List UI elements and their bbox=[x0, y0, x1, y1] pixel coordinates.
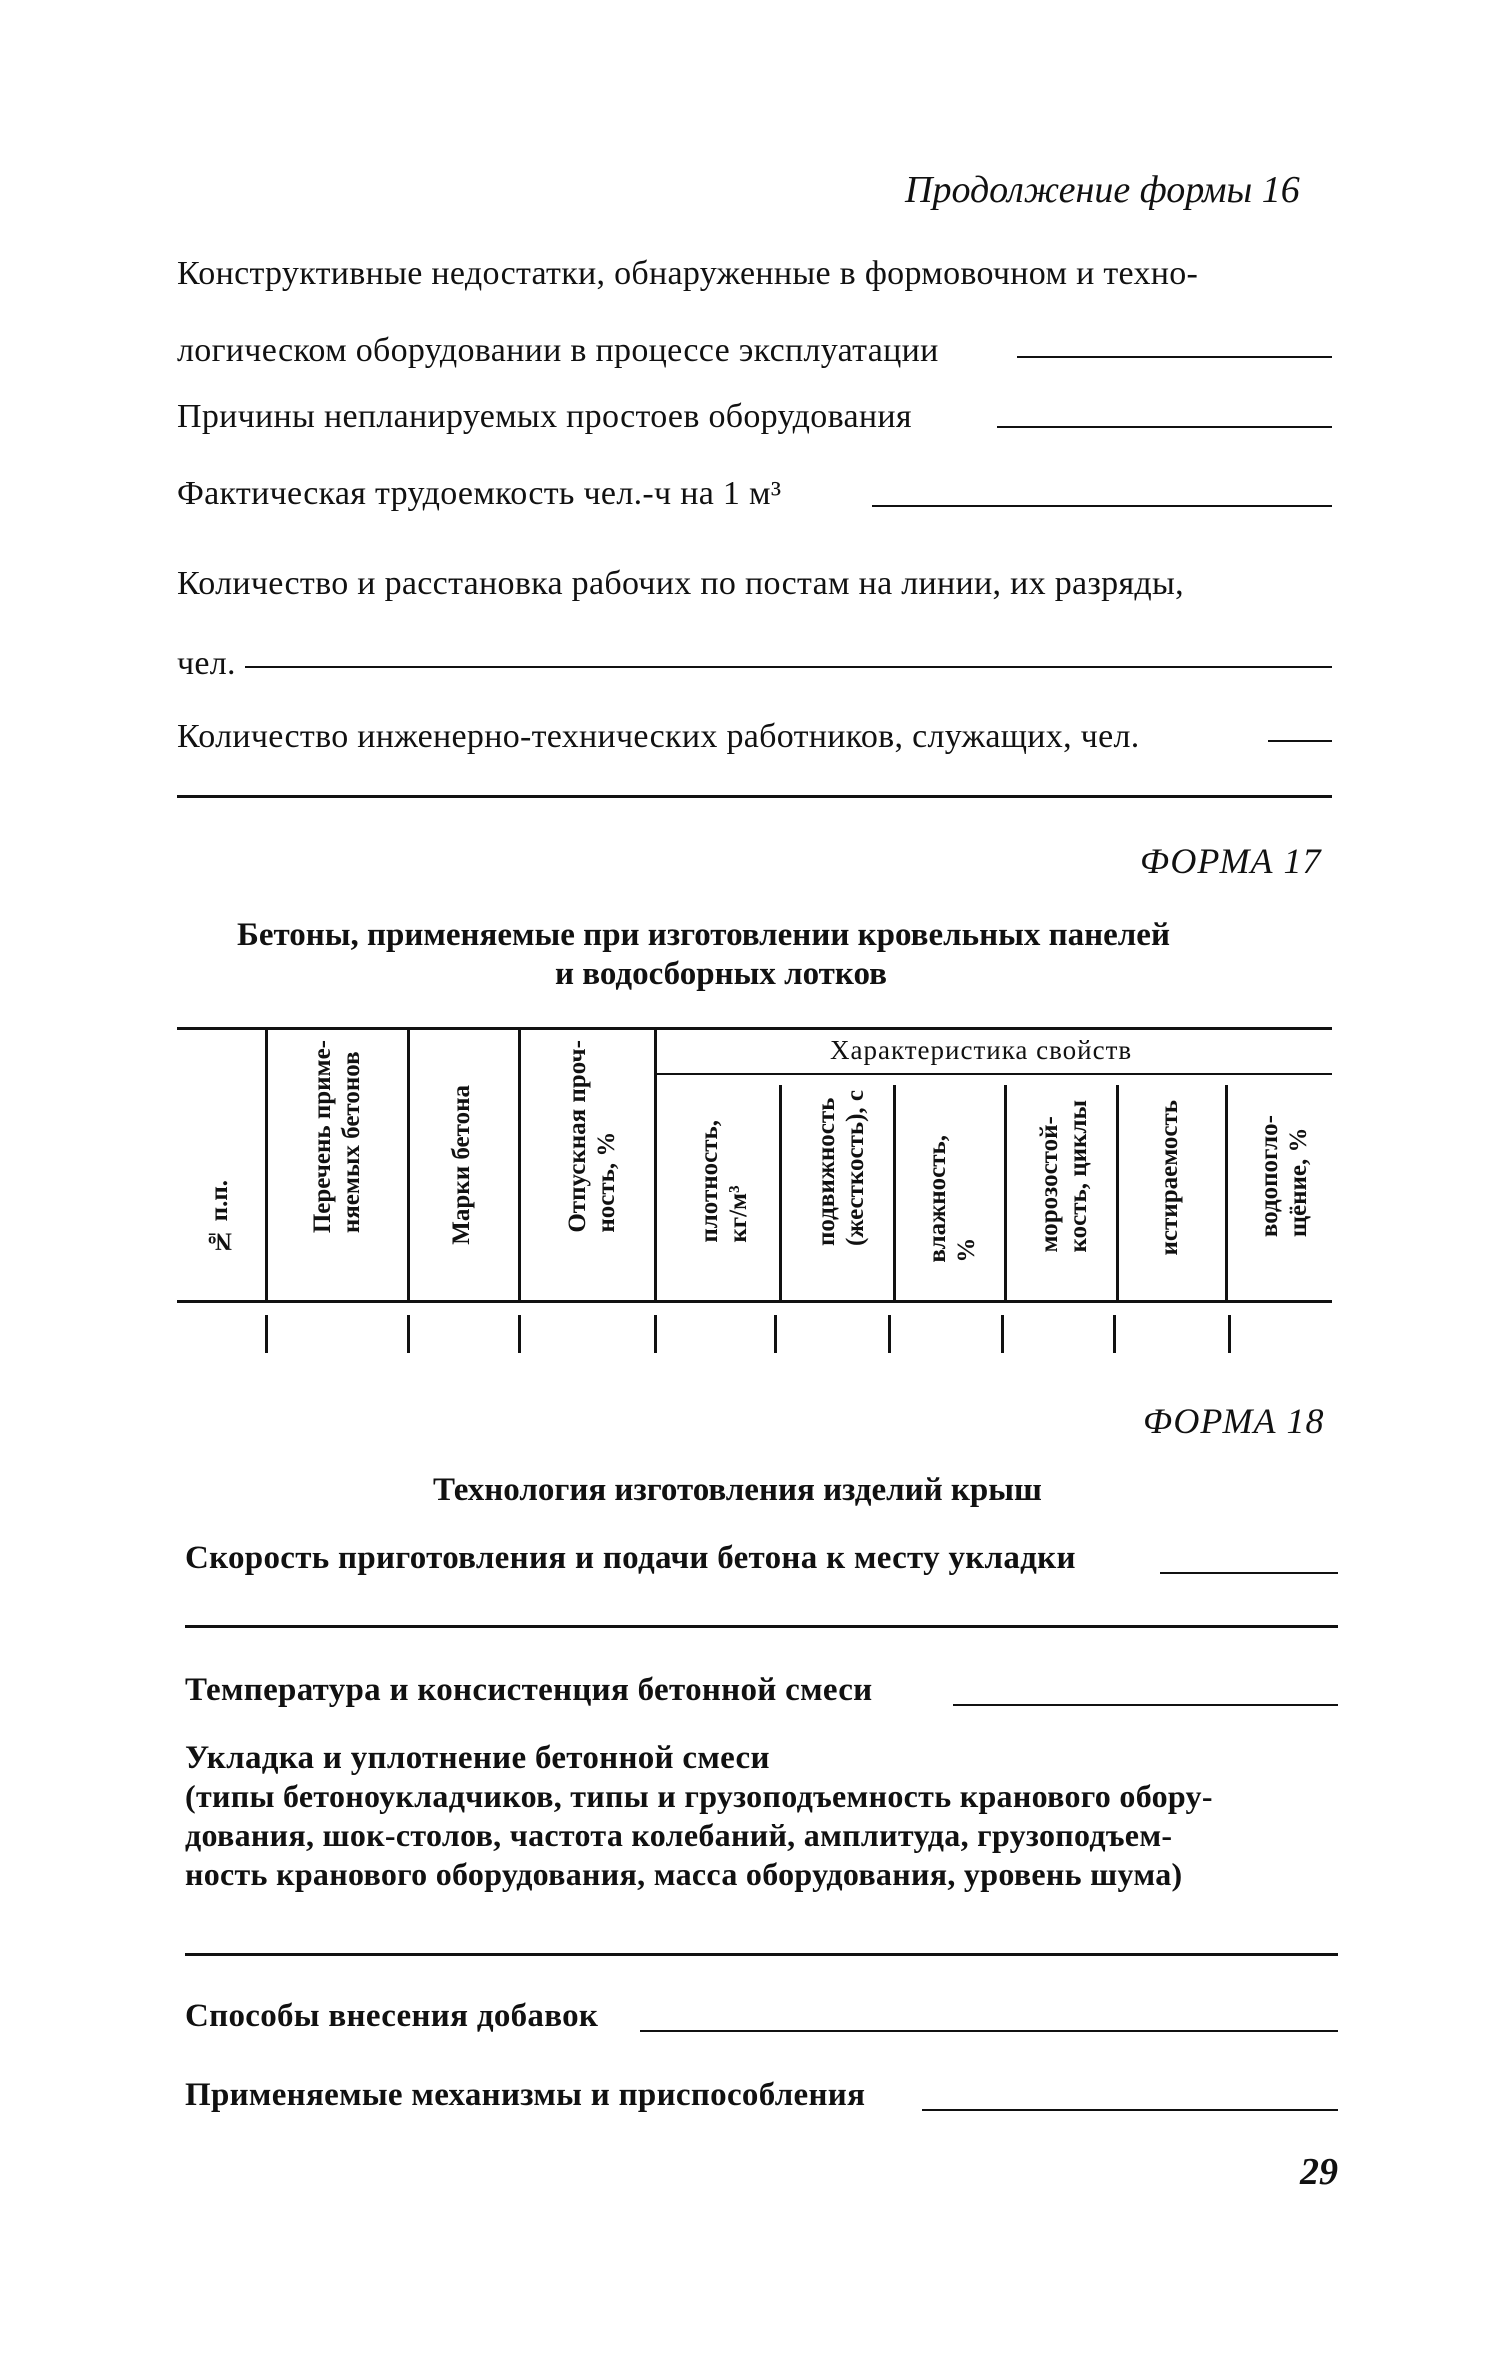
form16-line-3-blank bbox=[997, 426, 1332, 428]
col-divider bbox=[1004, 1085, 1007, 1300]
form16-line-6-blank bbox=[245, 666, 1332, 668]
col-header-concrete-list: Перечень приме- няемых бетонов bbox=[309, 1040, 365, 1234]
col-divider bbox=[265, 1030, 268, 1300]
form18-line-6: ность кранового оборудования, масса оборудования, уровень шума) bbox=[185, 1856, 1183, 1892]
form18-line-2-blank bbox=[953, 1704, 1338, 1706]
col-header-water-absorption: водопогло- щёние, % bbox=[1256, 1115, 1312, 1238]
form16-line-6: чел. bbox=[177, 645, 236, 682]
body-divider bbox=[265, 1315, 268, 1353]
form16-line-4: Фактическая трудоемкость чел.-ч на 1 м³ bbox=[177, 475, 782, 512]
form18-line-3: Укладка и уплотнение бетонной смеси bbox=[185, 1740, 770, 1776]
col-header-grade: Марки бетона bbox=[448, 1085, 475, 1245]
col-header-abrasion: истираемость bbox=[1156, 1100, 1183, 1256]
form17-label: ФОРМА 17 bbox=[1140, 841, 1322, 881]
form16-line-4-blank bbox=[872, 505, 1332, 507]
form16-end-rule bbox=[177, 795, 1332, 798]
table-top-rule bbox=[177, 1027, 1332, 1030]
form16-line-2-blank bbox=[1017, 356, 1332, 358]
body-divider bbox=[407, 1315, 410, 1353]
col-header-density: плотность, кг/м³ bbox=[696, 1120, 752, 1243]
form18-line-7-blank bbox=[640, 2030, 1338, 2032]
form18-title: Технология изготовления изделий крыш bbox=[433, 1472, 1042, 1508]
col-header-frost-resistance: морозостой- кость, циклы bbox=[1036, 1100, 1092, 1253]
form18-rule-2 bbox=[185, 1953, 1338, 1956]
body-divider bbox=[774, 1315, 777, 1353]
body-divider bbox=[1001, 1315, 1004, 1353]
body-divider bbox=[1228, 1315, 1231, 1353]
col-header-number: № п.п. bbox=[206, 1180, 233, 1255]
form16-line-7: Количество инженерно-технических работников, служащих, чел. bbox=[177, 718, 1140, 755]
col-header-moisture: влажность, % bbox=[924, 1135, 980, 1263]
col-divider bbox=[893, 1085, 896, 1300]
body-divider bbox=[654, 1315, 657, 1353]
form18-line-4: (типы бетоноукладчиков, типы и грузоподъемность кранового обору- bbox=[185, 1778, 1213, 1814]
form16-line-1: Конструктивные недостатки, обнаруженные в формовочном и техно- bbox=[177, 255, 1199, 292]
form18-line-2: Температура и консистенция бетонной смеси bbox=[185, 1672, 873, 1708]
form18-line-7: Способы внесения добавок bbox=[185, 1998, 599, 2034]
form18-line-1-blank bbox=[1160, 1572, 1338, 1574]
continuation-header: Продолжение формы 16 bbox=[905, 169, 1300, 211]
form18-line-1: Скорость приготовления и подачи бетона к месту укладки bbox=[185, 1540, 1076, 1576]
form18-rule-1 bbox=[185, 1625, 1338, 1628]
form18-line-5: дования, шок-столов, частота колебаний, амплитуда, грузоподъем- bbox=[185, 1817, 1173, 1853]
col-header-release-strength: Отпускная проч- ность, % bbox=[564, 1040, 620, 1233]
page-number: 29 bbox=[1300, 2151, 1338, 2193]
col-divider bbox=[1116, 1085, 1119, 1300]
form18-line-8-blank bbox=[922, 2109, 1338, 2111]
form18-label: ФОРМА 18 bbox=[1143, 1401, 1325, 1441]
form16-line-3: Причины непланируемых простоев оборудования bbox=[177, 398, 912, 435]
col-divider bbox=[1225, 1085, 1228, 1300]
col-divider bbox=[518, 1030, 521, 1300]
form16-line-5: Количество и расстановка рабочих по постам на линии, их разряды, bbox=[177, 565, 1184, 602]
body-divider bbox=[1113, 1315, 1116, 1353]
form16-line-2: логическом оборудовании в процессе эксплуатации bbox=[177, 332, 939, 369]
col-header-mobility: подвижность (жесткость), с bbox=[813, 1090, 869, 1246]
table-header-bottom-rule bbox=[177, 1300, 1332, 1303]
col-divider bbox=[779, 1085, 782, 1300]
col-divider bbox=[407, 1030, 410, 1300]
form17-title-line-2: и водосборных лотков bbox=[555, 956, 887, 992]
table-group-header: Характеристика свойств bbox=[830, 1035, 1133, 1065]
body-divider bbox=[518, 1315, 521, 1353]
body-divider bbox=[888, 1315, 891, 1353]
col-divider bbox=[654, 1030, 657, 1300]
table-subheader-rule bbox=[656, 1073, 1332, 1075]
form16-line-7-blank bbox=[1268, 740, 1332, 742]
form17-title-line-1: Бетоны, применяемые при изготовлении кровельных панелей bbox=[237, 917, 1170, 953]
form18-line-8: Применяемые механизмы и приспособления bbox=[185, 2077, 866, 2113]
